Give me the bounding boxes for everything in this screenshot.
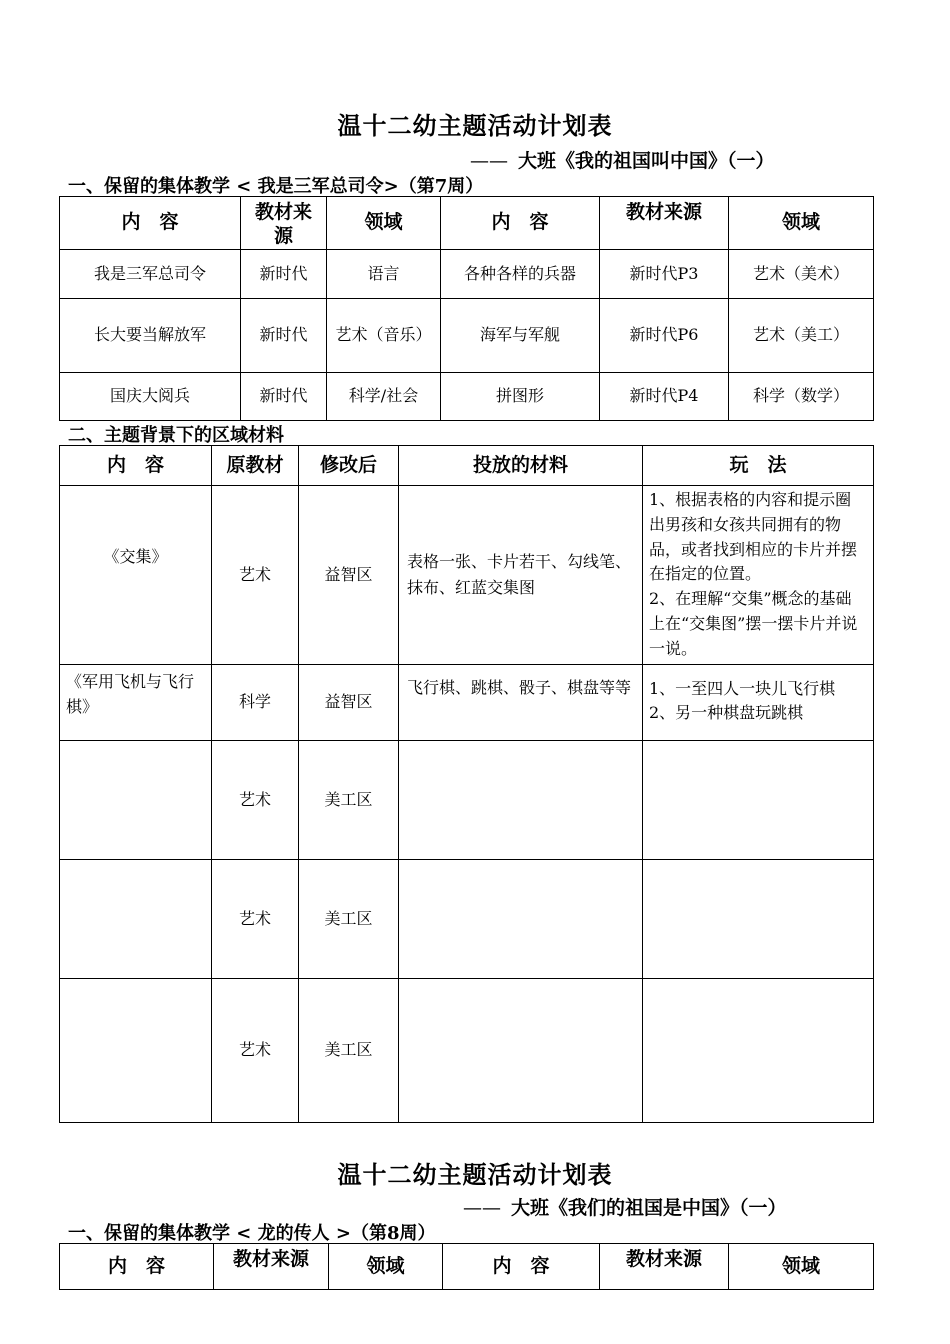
table-cell: 艺术	[212, 859, 299, 978]
table-cell: 《交集》	[60, 486, 212, 665]
plan-subtitle-2	[463, 1193, 787, 1220]
table-cell: 拼图形	[441, 372, 600, 420]
column-header: 内 容	[60, 446, 212, 486]
column-header: 投放的材料	[399, 446, 643, 486]
plan-subtitle	[470, 146, 775, 173]
column-header: 内 容	[443, 1244, 600, 1290]
table-header-row	[60, 1244, 874, 1290]
table-cell: 艺术	[212, 978, 299, 1122]
table-cell	[643, 740, 874, 859]
section-heading-teaching: 一、保留的集体教学 < 我是三军总司令>（第7周）	[68, 176, 484, 197]
table-cell: 各种各样的兵器	[441, 249, 600, 298]
subtitle-text: 大班《我们的祖国是中国》（一）	[511, 1197, 787, 1219]
column-header: 原教材	[212, 446, 299, 486]
table-cell: 国庆大阅兵	[60, 372, 241, 420]
table-cell: 艺术（音乐）	[327, 298, 441, 372]
table-cell: 海军与军舰	[441, 298, 600, 372]
table-cell: 艺术	[212, 486, 299, 665]
table-cell: 科学/社会	[327, 372, 441, 420]
table-cell: 表格一张、卡片若干、勾线笔、抹布、红蓝交集图	[399, 486, 643, 665]
table-cell	[643, 978, 874, 1122]
table-cell: 艺术	[212, 740, 299, 859]
table-cell: 新时代	[241, 298, 327, 372]
column-header: 领域	[729, 1244, 874, 1290]
table-cell: 艺术（美术）	[729, 249, 874, 298]
table-row	[60, 249, 874, 298]
table-cell: 1、一至四人一块儿飞行棋 2、另一种棋盘玩跳棋	[643, 664, 874, 740]
table-cell: 科学	[212, 664, 299, 740]
table-cell	[399, 978, 643, 1122]
table-cell: 《军用飞机与飞行棋》	[60, 664, 212, 740]
table-cell	[60, 978, 212, 1122]
subtitle-dash: ——	[463, 1197, 501, 1219]
table-cell: 科学（数学）	[729, 372, 874, 420]
table-cell	[399, 859, 643, 978]
table-cell: 1、根据表格的内容和提示圈出男孩和女孩共同拥有的物品，或者找到相应的卡片并摆在指定的位置。 2、在理解“交集”概念的基础上在“交集图”摆一摆卡片并说一说。	[643, 486, 874, 665]
table-row	[60, 664, 874, 740]
table-row	[60, 859, 874, 978]
table-cell: 新时代P4	[600, 372, 729, 420]
page-title-2: 温十二幼主题活动计划表	[337, 1160, 613, 1189]
table-cell: 新时代	[241, 372, 327, 420]
table-row	[60, 298, 874, 372]
table-cell: 我是三军总司令	[60, 249, 241, 298]
table-cell: 新时代P6	[600, 298, 729, 372]
table-cell: 益智区	[299, 664, 399, 740]
table-cell: 新时代	[241, 249, 327, 298]
table-header-row	[60, 446, 874, 486]
table-cell: 飞行棋、跳棋、骰子、棋盘等等	[399, 664, 643, 740]
teaching-table	[59, 196, 874, 421]
table-cell: 语言	[327, 249, 441, 298]
column-header: 内 容	[60, 197, 241, 250]
table-cell: 益智区	[299, 486, 399, 665]
column-header: 教材来源	[600, 1244, 729, 1290]
table-cell	[643, 859, 874, 978]
table-cell: 艺术（美工）	[729, 298, 874, 372]
table-cell: 美工区	[299, 740, 399, 859]
page-title: 温十二幼主题活动计划表	[337, 111, 613, 140]
table-row	[60, 486, 874, 665]
column-header: 教材来源	[600, 197, 729, 250]
subtitle-text: 大班《我的祖国叫中国》（一）	[518, 150, 775, 172]
column-header: 内 容	[60, 1244, 214, 1290]
section-heading-area: 二、主题背景下的区域材料	[68, 425, 284, 446]
column-header: 教材来源	[241, 197, 327, 250]
column-header: 教材来源	[214, 1244, 329, 1290]
table-cell	[399, 740, 643, 859]
table-cell: 美工区	[299, 978, 399, 1122]
teaching-table-2	[59, 1243, 874, 1290]
column-header: 内 容	[441, 197, 600, 250]
section-heading-teaching-2: 一、保留的集体教学 < 龙的传人 >（第8周）	[68, 1223, 436, 1244]
table-row	[60, 372, 874, 420]
table-cell: 美工区	[299, 859, 399, 978]
column-header: 玩 法	[643, 446, 874, 486]
table-cell	[60, 859, 212, 978]
area-materials-table	[59, 445, 874, 1123]
subtitle-dash: ——	[470, 150, 508, 172]
column-header: 领域	[729, 197, 874, 250]
table-header-row	[60, 197, 874, 250]
table-cell: 新时代P3	[600, 249, 729, 298]
table-row	[60, 740, 874, 859]
column-header: 修改后	[299, 446, 399, 486]
column-header: 领域	[327, 197, 441, 250]
table-row	[60, 978, 874, 1122]
table-cell	[60, 740, 212, 859]
column-header: 领域	[329, 1244, 443, 1290]
table-cell: 长大要当解放军	[60, 298, 241, 372]
